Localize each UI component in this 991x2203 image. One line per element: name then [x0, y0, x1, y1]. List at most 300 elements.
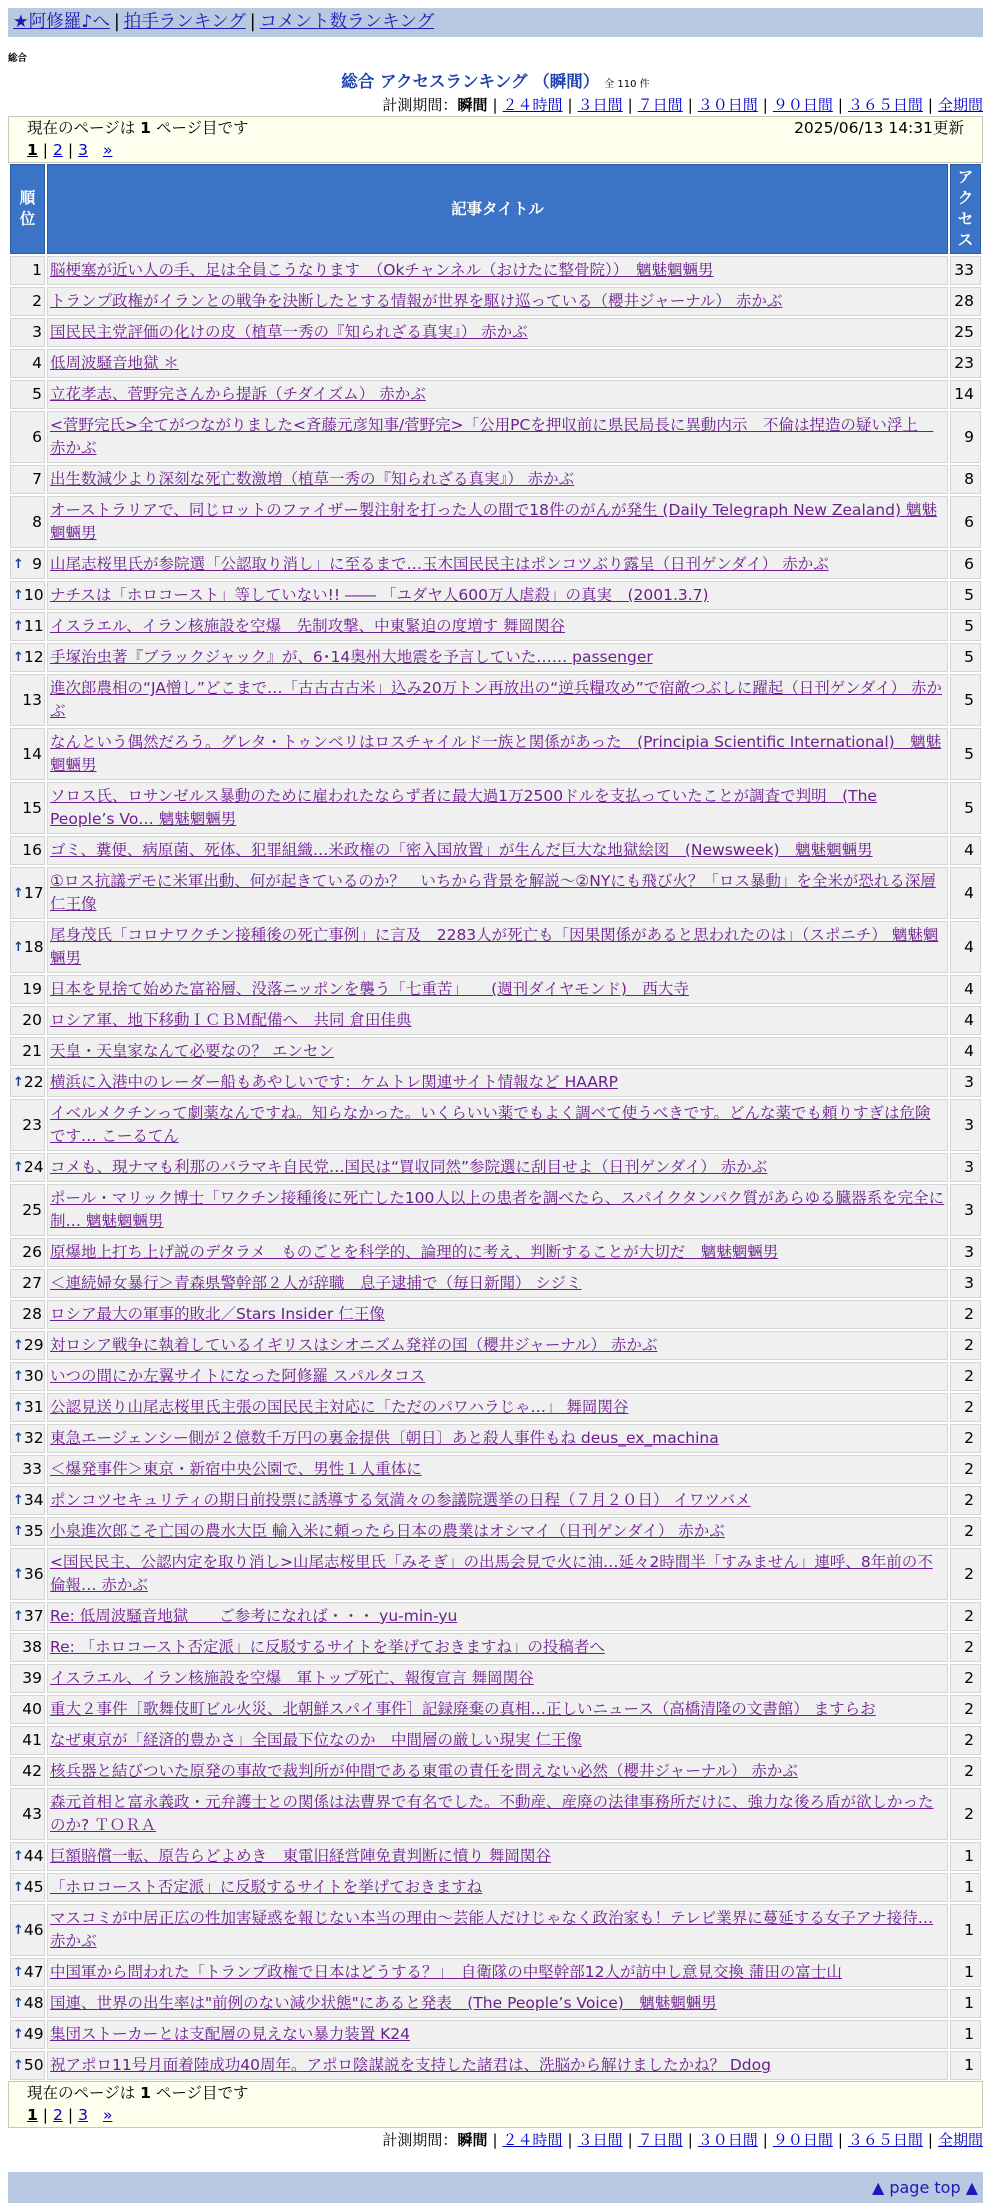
article-link[interactable]: ソロス氏、ロサンゼルス暴動のために雇われたならず者に最大過1万2500ドルを支払っていたことが調査で判明 (The People’s Vo… 魑魅魍魎男: [50, 787, 877, 828]
title-cell: [47, 465, 948, 494]
title-cell: [47, 782, 948, 834]
title-cell: [47, 496, 948, 548]
rank-number: 23: [22, 1115, 42, 1134]
arrow-up-icon: ↑: [13, 557, 24, 572]
rank-number: 48: [23, 1994, 44, 2012]
arrow-up-icon: ↑: [13, 1431, 24, 1446]
access-count: 14: [950, 380, 981, 409]
rank-number: 50: [23, 2056, 44, 2074]
title-cell: [47, 1633, 948, 1662]
article-link[interactable]: なぜ東京が「経済的豊かさ」全国最下位なのか 中間層の厳しい現実 仁王像: [50, 1731, 582, 1749]
article-link[interactable]: 出生数減少より深刻な死亡数激増（植草一秀の『知られざる真実』） 赤かぶ: [50, 470, 575, 488]
title-cell: [47, 2020, 948, 2049]
table-row: [10, 1602, 981, 1631]
rank-cell: [10, 1757, 45, 1786]
pager-page-link[interactable]: 3: [78, 2106, 89, 2124]
arrow-up-icon: ↑: [13, 885, 24, 901]
rank-number: 44: [23, 1847, 44, 1865]
article-link[interactable]: 国連、世界の出生率は"前例のない減少状態"にあると発表 (The People’s Voice) 魑魅魍魎男: [50, 1994, 717, 2012]
access-count: 2: [950, 1726, 981, 1755]
access-count: 5: [950, 782, 981, 834]
title-cell: [47, 2051, 948, 2080]
title-cell: [47, 1331, 948, 1360]
access-count: 6: [950, 496, 981, 548]
title-cell: [47, 643, 948, 672]
rank-number: 45: [23, 1878, 44, 1896]
pager-next-link[interactable]: »: [102, 2106, 113, 2124]
rank-cell: [10, 643, 45, 672]
table-row: [10, 1664, 981, 1693]
arrow-up-icon: ↑: [13, 1996, 24, 2011]
article-link[interactable]: コメも、現ナマも利那のバラマキ自民党…国民は“買収同然”参院選に刮目せよ（日刊ゲンダイ） 赤かぶ: [50, 1158, 768, 1176]
table-row: [10, 1904, 981, 1956]
title-cell: [47, 256, 948, 285]
title-cell: [47, 1517, 948, 1546]
article-link[interactable]: オーストラリアで、同じロットのファイザー製注射を打った人の間で18件のがんが発生 (Daily Telegraph New Zealand) 魑魅魍魎男: [50, 501, 937, 542]
title-cell: [47, 921, 948, 973]
arrow-up-icon: ↑: [13, 2058, 24, 2073]
article-link[interactable]: Re: 低周波騒音地獄 ご参考になれば・・・ yu-min-yu: [50, 1607, 458, 1625]
rank-cell: [10, 1269, 45, 1298]
title-cell: [47, 867, 948, 919]
access-count: 5: [950, 674, 981, 726]
table-row: [10, 1184, 981, 1236]
article-link[interactable]: ナチスは「ホロコースト」等していない!! ―― 「ユダヤ人600万人虐殺」の真実 (2001.3.7): [50, 586, 709, 604]
arrow-up-icon: ↑: [13, 1493, 24, 1508]
title-cell: [47, 581, 948, 610]
access-count: 1: [950, 1989, 981, 2018]
rank-number: 40: [22, 1700, 42, 1718]
pager-page-link[interactable]: 2: [53, 141, 63, 159]
period-link[interactable]: 全期間: [937, 2131, 983, 2149]
title-cell: [47, 612, 948, 641]
arrow-up-icon: ↑: [13, 1880, 24, 1895]
access-count: 1: [950, 1873, 981, 1902]
arrow-up-icon: ↑: [13, 1369, 24, 1384]
rank-number: 22: [23, 1073, 44, 1091]
arrow-up-icon: ↑: [13, 1922, 24, 1938]
table-row: [10, 550, 981, 579]
table-row: [10, 867, 981, 919]
rank-number: 30: [23, 1367, 44, 1385]
access-count: 3: [950, 1153, 981, 1182]
article-link[interactable]: 横浜に入港中のレーダー船もあやしいです：ケムトレ関連サイト情報など HAARP: [50, 1073, 618, 1091]
rank-number: 42: [22, 1762, 42, 1780]
table-row: [10, 728, 981, 780]
table-row: [10, 1300, 981, 1329]
rank-number: 18: [23, 937, 44, 956]
access-count: 4: [950, 975, 981, 1004]
access-count: 4: [950, 867, 981, 919]
rank-number: 38: [22, 1638, 42, 1656]
title-cell: [47, 1006, 948, 1035]
table-row: [10, 2051, 981, 2080]
article-link[interactable]: <菅野完氏>全てがつながりました<斉藤元彦知事/菅野完>「公用PCを押収前に県民局長に異動内示 不倫は捏造の疑い浮上 赤かぶ: [50, 416, 934, 457]
rank-number: 25: [22, 1200, 42, 1219]
period-link[interactable]: ２４時間: [502, 96, 563, 114]
access-count: 2: [950, 1393, 981, 1422]
period-link[interactable]: ３日間: [577, 96, 623, 114]
title-cell: [47, 1842, 948, 1871]
title-cell: [47, 1455, 948, 1484]
rank-number: 16: [22, 841, 42, 859]
title-cell: [47, 1099, 948, 1151]
rank-cell: [10, 318, 45, 347]
access-count: 4: [950, 1037, 981, 1066]
title-cell: [47, 1958, 948, 1987]
rank-number: 5: [32, 385, 42, 403]
article-link[interactable]: ＜連続婦女暴行＞青森県警幹部２人が辞職 息子逮捕で（毎日新聞） シジミ: [50, 1274, 582, 1292]
arrow-up-icon: ↑: [13, 1609, 24, 1624]
table-row: [10, 674, 981, 726]
table-row: [10, 1099, 981, 1151]
article-link[interactable]: イベルメクチンって劇薬なんですね。知らなかった。いくらいい薬でもよく調べて使うべきです。どんな薬でも頼りすぎは危険です… こーるてん: [50, 1104, 931, 1145]
rank-cell: [10, 1037, 45, 1066]
rank-cell: [10, 867, 45, 919]
table-row: [10, 921, 981, 973]
access-count: 28: [950, 287, 981, 316]
rank-cell: [10, 2051, 45, 2080]
arrow-up-icon: ↑: [13, 650, 24, 665]
pager-page-link[interactable]: 3: [78, 141, 89, 159]
rank-number: 35: [23, 1522, 44, 1540]
period-link[interactable]: ３日間: [577, 2131, 623, 2149]
article-link[interactable]: 低周波騒音地獄 ＊: [50, 354, 179, 372]
nav-asyura-home-link[interactable]: ★阿修羅♪へ: [13, 12, 110, 32]
arrow-up-icon: ↑: [13, 1965, 24, 1980]
title-cell: [47, 550, 948, 579]
article-link[interactable]: 日本を見捨て始めた富裕層、没落ニッポンを襲う「七重苦」 (週刊ダイヤモンド) 西大寺: [50, 980, 689, 998]
page-title: 総合 アクセスランキング （瞬間）: [341, 72, 600, 91]
title-cell: [47, 1788, 948, 1840]
access-column-header: アクセス: [950, 164, 981, 254]
rank-number: 39: [22, 1669, 42, 1687]
rank-column-header: 順位: [10, 164, 45, 254]
access-count: 5: [950, 612, 981, 641]
period-link[interactable]: ９０日間: [772, 2131, 833, 2149]
period-link[interactable]: ３０日間: [697, 2131, 758, 2149]
article-link[interactable]: 対ロシア戦争に執着しているイギリスはシオニズム発祥の国（櫻井ジャーナル） 赤かぶ: [50, 1336, 658, 1354]
article-link[interactable]: <国民民主、公認内定を取り消し>山尾志桜里氏「みそぎ」の出馬会見で火に油…延々2時間半「すみません」連呼、8年前の不倫報… 赤かぶ: [50, 1553, 933, 1594]
table-row: [10, 380, 981, 409]
period-link[interactable]: ７日間: [637, 2131, 683, 2149]
title-cell: [47, 1602, 948, 1631]
rank-number: 20: [22, 1011, 42, 1029]
rank-cell: [10, 1517, 45, 1546]
rank-number: 19: [22, 980, 42, 998]
table-row: [10, 1726, 981, 1755]
article-link[interactable]: 中国軍から問われた「トランプ政権で日本はどうする？」 自衛隊の中堅幹部12人が訪中し意見交換 蒲田の富士山: [50, 1963, 842, 1981]
pager-next-link[interactable]: »: [102, 141, 113, 159]
page-top-link[interactable]: ▲ page top ▲: [871, 2178, 978, 2197]
table-row: [10, 1362, 981, 1391]
rank-cell: [10, 1331, 45, 1360]
article-link[interactable]: 東急エージェンシー側が２億数千万円の裏金提供〔朝日〕あと殺人事件もね deus_ex_machina: [50, 1429, 719, 1447]
article-link[interactable]: 天皇・天皇家なんて必要なの？ エンセン: [50, 1042, 334, 1060]
article-link[interactable]: ポンコツセキュリティの期日前投票に誘導する気満々の参議院選挙の日程（７月２０日） イワツバメ: [50, 1491, 751, 1509]
arrow-up-icon: ↑: [13, 1075, 24, 1090]
table-row: [10, 581, 981, 610]
access-count: 1: [950, 2051, 981, 2080]
table-row: [10, 1517, 981, 1546]
table-row: [10, 612, 981, 641]
table-row: [10, 1153, 981, 1182]
article-link[interactable]: ①ロス抗議デモに米軍出動、何が起きているのか？ いちから背景を解説～②NYにも飛び火？「ロス暴動」を全米が恐れる深層 仁王像: [50, 872, 936, 913]
period-link[interactable]: ３６５日間: [847, 2131, 923, 2149]
article-link[interactable]: トランプ政権がイランとの戦争を決断したとする情報が世界を駆け巡っている（櫻井ジャーナル） 赤かぶ: [50, 292, 783, 310]
period-link[interactable]: ２４時間: [502, 2131, 563, 2149]
rank-cell: [10, 465, 45, 494]
table-row: [10, 1238, 981, 1267]
rank-number: 11: [23, 617, 44, 635]
article-link[interactable]: 核兵器と結びついた原発の事故で裁判所が仲間である東電の責任を問えない必然（櫻井ジャーナル） 赤かぶ: [50, 1762, 798, 1780]
table-row: [10, 1269, 981, 1298]
article-link[interactable]: いつの間にか左翼サイトになった阿修羅 スパルタコス: [50, 1367, 426, 1385]
access-count: 2: [950, 1633, 981, 1662]
article-link[interactable]: イスラエル、イラン核施設を空爆 軍トップ死亡、報復宣言 舞岡関谷: [50, 1669, 534, 1687]
arrow-up-icon: ↑: [13, 1338, 24, 1353]
title-cell: [47, 318, 948, 347]
pager-current-page: 1: [27, 2106, 38, 2124]
access-count: 6: [950, 550, 981, 579]
article-link[interactable]: ゴミ、糞便、病原菌、死体、犯罪組織…米政権の「密入国放置」が生んだ巨大な地獄絵図 (Newsweek) 魑魅魍魎男: [50, 841, 873, 859]
rank-cell: [10, 975, 45, 1004]
rank-number: 14: [22, 744, 42, 763]
rank-cell: [10, 349, 45, 378]
table-row: [10, 1455, 981, 1484]
article-link[interactable]: 国民民主党評価の化けの皮（植草一秀の『知られざる真実』） 赤かぶ: [50, 323, 528, 341]
access-count: 5: [950, 728, 981, 780]
rank-number: 43: [22, 1804, 42, 1823]
table-row: [10, 1548, 981, 1600]
rank-cell: [10, 1989, 45, 2018]
rank-number: 28: [22, 1305, 42, 1323]
rank-cell: [10, 836, 45, 865]
access-count: 3: [950, 1238, 981, 1267]
table-row: [10, 1331, 981, 1360]
title-cell: [47, 1238, 948, 1267]
access-count: 2: [950, 1695, 981, 1724]
rank-cell: [10, 411, 45, 463]
title-cell: [47, 1664, 948, 1693]
rank-number: 12: [23, 648, 44, 666]
rank-cell: [10, 1842, 45, 1871]
table-row: [10, 496, 981, 548]
table-row: [10, 1424, 981, 1453]
access-count: 5: [950, 643, 981, 672]
table-row: [10, 836, 981, 865]
rank-number: 8: [32, 512, 42, 531]
rank-number: 41: [22, 1731, 42, 1749]
arrow-up-icon: ↑: [13, 2027, 24, 2042]
article-link[interactable]: 集団ストーカーとは支配層の見えない暴力装置 K24: [50, 2025, 411, 2043]
rank-cell: [10, 496, 45, 548]
title-cell: [47, 975, 948, 1004]
access-count: 4: [950, 1006, 981, 1035]
rank-cell: [10, 1548, 45, 1600]
rank-number: 47: [23, 1963, 44, 1981]
table-row: [10, 975, 981, 1004]
article-link[interactable]: 手塚治虫著『ブラックジャック』が、6･14奥州大地震を予言していた…… passenger: [50, 648, 653, 666]
nav-comment-ranking-link[interactable]: コメント数ランキング: [259, 12, 435, 32]
rank-cell: [10, 1695, 45, 1724]
rank-cell: [10, 1068, 45, 1097]
article-link[interactable]: 祝アポロ11号月面着陸成功40周年。アポロ陰謀説を支持した諸君は、洗脳から解けましたかね？ Ddog: [50, 2056, 771, 2074]
table-row: [10, 1958, 981, 1987]
rank-cell: [10, 1153, 45, 1182]
table-row: [10, 1757, 981, 1786]
article-link[interactable]: 脳梗塞が近い人の手、足は全員こうなります （Okチャンネル（おけたに整骨院）） 魑魅魍魎男: [50, 261, 714, 279]
article-link[interactable]: Re: 「ホロコースト否定派」に反駁するサイトを挙げておきますね」の投稿者へ: [50, 1638, 605, 1656]
period-link[interactable]: 全期間: [937, 96, 983, 114]
rank-number: 9: [32, 555, 42, 573]
title-cell: [47, 1393, 948, 1422]
rank-number: 46: [23, 1920, 44, 1939]
rank-number: 15: [22, 798, 42, 817]
access-count: 2: [950, 1757, 981, 1786]
access-count: 5: [950, 581, 981, 610]
table-row: [10, 349, 981, 378]
rank-cell: [10, 1184, 45, 1236]
title-cell: [47, 1300, 948, 1329]
ranking-title-row: [8, 71, 983, 93]
access-count: 25: [950, 318, 981, 347]
article-link[interactable]: ＜爆発事件＞東京・新宿中央公園で、男性１人重体に: [50, 1460, 422, 1478]
access-count: 1: [950, 1958, 981, 1987]
access-count: 3: [950, 1184, 981, 1236]
article-link[interactable]: ロシア軍、地下移動ＩＣＢＭ配備へ 共同 倉田佳典: [50, 1011, 412, 1029]
access-count: 2: [950, 1300, 981, 1329]
article-link[interactable]: イスラエル、イラン核施設を空爆 先制攻撃、中東緊迫の度増す 舞岡関谷: [50, 617, 566, 635]
rank-number: 33: [22, 1460, 42, 1478]
article-link[interactable]: マスコミが中居正広の性加害疑惑を報じない本当の理由～芸能人だけじゃなく政治家も！テレビ業界に蔓延する女子アナ接待… 赤かぶ: [50, 1909, 934, 1950]
access-count: 2: [950, 1602, 981, 1631]
table-row: [10, 1006, 981, 1035]
period-link[interactable]: ７日間: [637, 96, 683, 114]
access-count: 3: [950, 1099, 981, 1151]
rank-cell: [10, 1099, 45, 1151]
article-link[interactable]: 原爆地上打ち上げ説のデタラメ ものごとを科学的、論理的に考え、判断することが大切だ 魑魅魍魎男: [50, 1243, 779, 1261]
article-link[interactable]: 森元首相と富永義政・元弁護士との関係は法曹界で有名でした。不動産、産廃の法律事務所だけに、強力な後ろ盾が欲しかったのか? ＴＯＲＡ: [50, 1793, 934, 1834]
title-cell: [47, 1486, 948, 1515]
rank-number: 31: [23, 1398, 44, 1416]
period-link[interactable]: ９０日間: [772, 96, 833, 114]
access-count: 3: [950, 1269, 981, 1298]
title-cell: [47, 1757, 948, 1786]
table-row: [10, 1037, 981, 1066]
rank-number: 26: [22, 1243, 42, 1261]
article-link[interactable]: 公認見送り山尾志桜里氏主張の国民民主対応に「ただのパワハラじゃ…」 舞岡関谷: [50, 1398, 629, 1416]
rank-cell: [10, 1362, 45, 1391]
access-count: 1: [950, 1904, 981, 1956]
top-nav: ★阿修羅♪へ | 拍手ランキング | コメント数ランキング: [8, 8, 983, 37]
article-link[interactable]: 重大２事件［歌舞伎町ビル火災、北朝鮮スパイ事件］記録廃棄の真相…正しいニュース（高橋清隆の文書館） ますらお: [50, 1700, 876, 1718]
rank-cell: [10, 2020, 45, 2049]
article-link[interactable]: 「ホロコースト否定派」に反駁するサイトを挙げておきますね: [50, 1878, 483, 1896]
rank-cell: [10, 1238, 45, 1267]
table-row: [10, 2020, 981, 2049]
title-cell: [47, 287, 948, 316]
arrow-up-icon: ↑: [13, 1566, 24, 1582]
title-cell: [47, 1153, 948, 1182]
rank-cell: [10, 1300, 45, 1329]
title-cell: [47, 836, 948, 865]
rank-number: 36: [23, 1564, 44, 1583]
rank-number: 10: [23, 586, 44, 604]
article-link[interactable]: 進次郎農相の“JA憎し”どこまで…「古古古古米」込み20万トン再放出の“逆兵糧攻め”で宿敵つぶしに躍起（日刊ゲンダイ） 赤かぶ: [50, 679, 942, 720]
nav-applause-ranking-link[interactable]: 拍手ランキング: [123, 12, 246, 32]
access-count: 4: [950, 836, 981, 865]
current-page-text: 現在のページは 1 ページ目です: [27, 2084, 249, 2102]
rank-cell: [10, 1006, 45, 1035]
arrow-up-icon: ↑: [13, 588, 24, 603]
article-link[interactable]: 小泉進次郎こそ亡国の農水大臣 輸入米に頼ったら日本の農業はオシマイ（日刊ゲンダイ） 赤かぶ: [50, 1522, 725, 1540]
article-link[interactable]: 巨額賠償一転、原告らどよめき 東電旧経営陣免責判断に憤り 舞岡関谷: [50, 1847, 551, 1865]
article-link[interactable]: 立花孝志、菅野完さんから提訴（チダイズム） 赤かぶ: [50, 385, 426, 403]
period-link[interactable]: ３６５日間: [847, 96, 923, 114]
title-cell: [47, 411, 948, 463]
access-count: 2: [950, 1455, 981, 1484]
pager-page-link[interactable]: 2: [53, 2106, 63, 2124]
rank-cell: [10, 1788, 45, 1840]
period-link[interactable]: ３０日間: [697, 96, 758, 114]
title-column-header: 記事タイトル: [47, 164, 948, 254]
article-link[interactable]: ロシア最大の軍事的敗北／Stars Insider 仁王像: [50, 1305, 385, 1323]
rank-cell: [10, 1904, 45, 1956]
access-count: 3: [950, 1068, 981, 1097]
rank-cell: [10, 1726, 45, 1755]
table-row: [10, 1842, 981, 1871]
rank-cell: [10, 1455, 45, 1484]
rank-cell: [10, 782, 45, 834]
article-link[interactable]: 山尾志桜里氏が参院選「公認取り消し」に至るまで…玉木国民民主はポンコツぶり露呈（日刊ゲンダイ） 赤かぶ: [50, 555, 829, 573]
pagination-top: 1 | 2 | 3 »: [27, 141, 113, 159]
rank-number: 32: [23, 1429, 44, 1447]
updated-timestamp: 2025/06/13 14:31更新: [794, 119, 964, 137]
period-selector-bottom: 計測期間：瞬間 | ２４時間 | ３日間 | ７日間 | ３０日間 | ９０日間 | ３６５日間 | 全期間: [382, 2131, 983, 2149]
table-row: [10, 318, 981, 347]
rank-cell: [10, 581, 45, 610]
rank-number: 2: [32, 292, 42, 310]
article-link[interactable]: ポール・マリック博士「ワクチン接種後に死亡した100人以上の患者を調べたら、スパイクタンパク質があらゆる臓器系を完全に制… 魑魅魍魎男: [50, 1189, 945, 1230]
title-cell: [47, 1873, 948, 1902]
access-count: 4: [950, 921, 981, 973]
title-cell: [47, 380, 948, 409]
article-link[interactable]: 尾身茂氏「コロナワクチン接種後の死亡事例」に言及 2283人が死亡も「因果関係があると思われたのは」（スポニチ） 魑魅魍魎男: [50, 926, 939, 967]
period-label: 計測期間：: [382, 2131, 458, 2149]
title-cell: [47, 1989, 948, 2018]
period-current: 瞬間: [457, 96, 488, 114]
current-page-text: 現在のページは 1 ページ目です: [27, 119, 249, 137]
access-count: 2: [950, 1788, 981, 1840]
page-info-bottom: [8, 2081, 983, 2128]
title-cell: [47, 1362, 948, 1391]
table-row: [10, 1068, 981, 1097]
access-count: 33: [950, 256, 981, 285]
table-row: [10, 782, 981, 834]
table-row: [10, 1633, 981, 1662]
table-row: [10, 1788, 981, 1840]
access-count: 2: [950, 1424, 981, 1453]
period-selector-top: 計測期間：瞬間 | ２４時間 | ３日間 | ７日間 | ３０日間 | ９０日間 | ３６５日間 | 全期間: [382, 96, 983, 114]
title-cell: [47, 1269, 948, 1298]
arrow-up-icon: ↑: [13, 1160, 24, 1175]
rank-cell: [10, 256, 45, 285]
footer-bar: [8, 2172, 983, 2203]
table-row: [10, 1873, 981, 1902]
rank-cell: [10, 1873, 45, 1902]
article-link[interactable]: なんという偶然だろう。グレタ・トゥンベリはロスチャイルド一族と関係があった (Principia Scientific International) 魑魅魍魎男: [50, 733, 942, 774]
